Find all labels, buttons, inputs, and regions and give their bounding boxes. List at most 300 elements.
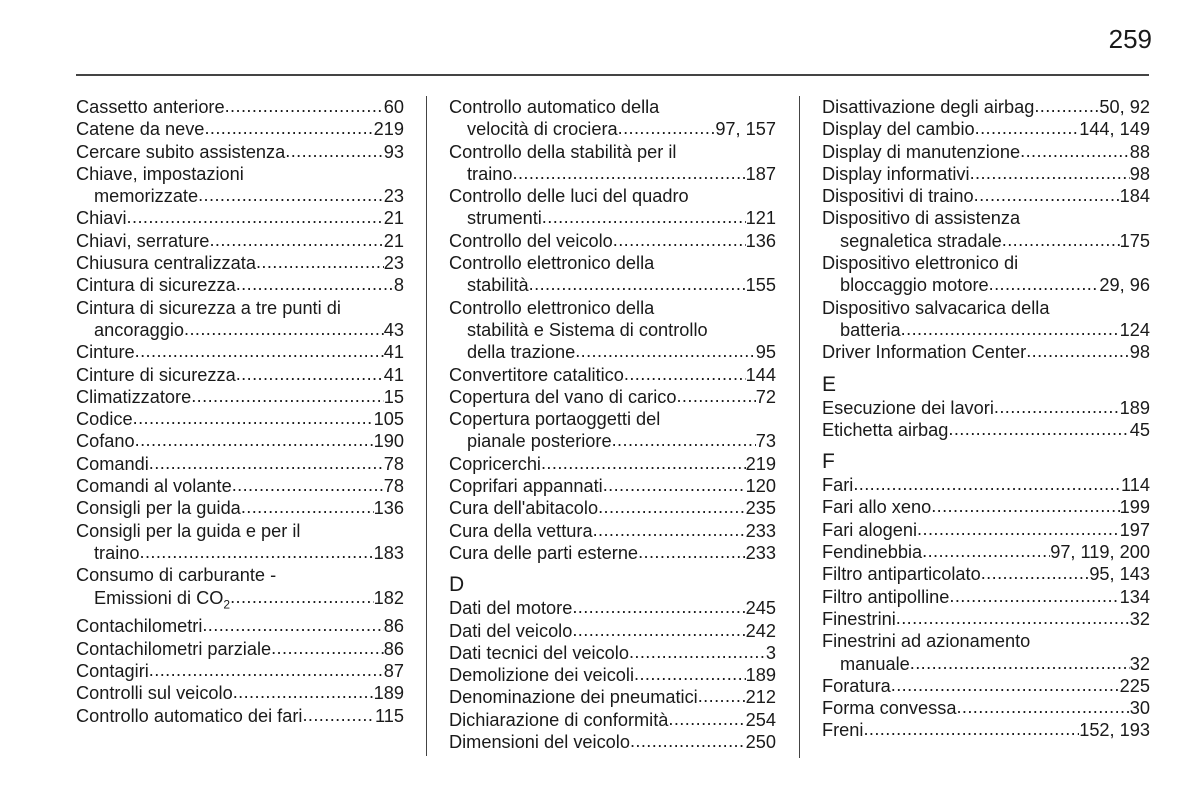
dot-leader — [241, 496, 374, 518]
entry-page-ref: 30 — [1129, 698, 1150, 719]
index-entry — [449, 386, 776, 408]
index-entry — [76, 682, 404, 704]
index-entry — [449, 118, 776, 140]
dot-leader — [529, 273, 746, 295]
dot-leader — [970, 162, 1130, 184]
dot-leader — [256, 251, 384, 273]
index-entry — [822, 496, 1150, 518]
entry-page-ref: 98 — [1129, 163, 1150, 184]
entry-term: Climatizzatore — [76, 386, 192, 407]
index-entry — [822, 163, 1150, 185]
entry-page-ref: 32 — [1129, 608, 1150, 629]
index-entry — [76, 453, 404, 475]
entry-term: bloccaggio motore — [840, 275, 989, 296]
index-entry — [822, 541, 1150, 563]
dot-leader — [236, 273, 394, 295]
dot-leader — [541, 452, 746, 474]
entry-term: Cercare subito assistenza — [76, 141, 286, 162]
index-entry — [449, 297, 776, 319]
entry-page-ref: 219 — [373, 119, 404, 140]
dot-leader — [901, 318, 1120, 340]
entry-term: Controllo automatico della — [449, 97, 660, 117]
index-entry — [449, 453, 776, 475]
index-entry — [822, 141, 1150, 163]
entry-page-ref: 120 — [745, 476, 776, 497]
dot-leader — [230, 586, 374, 608]
entry-term: Driver Information Center — [822, 342, 1027, 363]
dot-leader — [975, 117, 1080, 139]
entry-page-ref: 73 — [755, 431, 776, 452]
dot-leader — [271, 637, 384, 659]
entry-page-ref: 187 — [745, 163, 776, 184]
entry-page-ref: 45 — [1129, 419, 1150, 440]
dot-leader — [598, 496, 746, 518]
index-entry — [449, 686, 776, 708]
dot-leader — [1026, 340, 1130, 362]
dot-leader — [668, 708, 745, 730]
dot-leader — [956, 696, 1129, 718]
entry-page-ref: 88 — [1129, 141, 1150, 162]
dot-leader — [949, 585, 1119, 607]
entry-term: Cura delle parti esterne — [449, 542, 639, 563]
dot-leader — [198, 184, 384, 206]
entry-term: Contachilometri parziale — [76, 638, 272, 659]
entry-page-ref: 124 — [1119, 319, 1150, 340]
dot-leader — [127, 206, 384, 228]
index-entry — [449, 141, 776, 163]
entry-term: Cintura di sicurezza a tre punti di — [76, 297, 341, 318]
index-entry — [449, 364, 776, 386]
entry-term: Finestrini — [822, 608, 896, 629]
index-entry — [76, 185, 404, 207]
dot-leader — [974, 184, 1120, 206]
entry-page-ref: 175 — [1119, 230, 1150, 251]
entry-page-ref: 8 — [393, 275, 404, 296]
entry-term: pianale posteriore — [467, 431, 612, 452]
entry-term: Etichetta airbag — [822, 419, 949, 440]
entry-term: Display di manutenzione — [822, 141, 1021, 162]
entry-term: Cintura di sicurezza — [76, 275, 236, 296]
entry-page-ref: 242 — [745, 620, 776, 641]
entry-page-ref: 41 — [383, 342, 404, 363]
index-entry — [449, 252, 776, 274]
entry-page-ref: 254 — [745, 709, 776, 730]
entry-page-ref: 233 — [745, 542, 776, 563]
index-entry — [76, 705, 404, 727]
index-entry — [822, 563, 1150, 585]
entry-page-ref: 245 — [745, 598, 776, 619]
index-entry — [76, 230, 404, 252]
index-entry — [76, 118, 404, 140]
dot-leader — [140, 541, 374, 563]
entry-term: Controllo elettronico della — [449, 253, 655, 274]
entry-term: Fari allo xeno — [822, 497, 932, 518]
index-column-1 — [76, 96, 404, 727]
entry-term: Consumo di carburante - — [76, 565, 277, 586]
index-entry — [76, 660, 404, 682]
dot-leader — [149, 452, 384, 474]
entry-page-ref: 225 — [1119, 675, 1150, 696]
index-entry — [76, 542, 404, 564]
entry-term: Filtro antipolline — [822, 586, 950, 607]
entry-page-ref: 183 — [373, 542, 404, 563]
index-entry — [449, 185, 776, 207]
entry-term: della trazione — [467, 342, 576, 363]
entry-page-ref: 189 — [745, 665, 776, 686]
entry-term: Dati tecnici del veicolo — [449, 642, 629, 663]
index-entry — [449, 642, 776, 664]
entry-term: Denominazione dei pneumatici — [449, 687, 698, 708]
entry-page-ref: 182 — [373, 587, 404, 608]
entry-term: Chiave, impostazioni — [76, 163, 244, 184]
entry-page-ref: 23 — [383, 186, 404, 207]
entry-term: Dichiarazione di conformità — [449, 709, 669, 730]
dot-leader — [135, 340, 384, 362]
dot-leader — [191, 385, 384, 407]
entry-term: Dispositivo salvacarica della — [822, 297, 1050, 318]
entry-term: manuale — [840, 653, 910, 674]
index-entry — [822, 397, 1150, 419]
dot-leader — [896, 607, 1130, 629]
index-entry — [449, 207, 776, 229]
entry-term: Display informativi — [822, 163, 970, 184]
index-entry — [822, 419, 1150, 441]
index-entry — [76, 587, 404, 616]
entry-term: Copricerchi — [449, 453, 541, 474]
entry-term: traino — [467, 163, 513, 184]
index-entry — [449, 274, 776, 296]
dot-leader — [634, 663, 746, 685]
entry-subscript: 2 — [223, 597, 231, 612]
index-entry — [449, 731, 776, 753]
entry-term: Dati del motore — [449, 598, 573, 619]
entry-term: Dispositivo di assistenza — [822, 208, 1021, 229]
entry-page-ref: 43 — [383, 319, 404, 340]
index-entry — [822, 118, 1150, 140]
index-entry — [822, 230, 1150, 252]
entry-page-ref: 199 — [1119, 497, 1150, 518]
index-entry — [76, 274, 404, 296]
index-entry — [449, 163, 776, 185]
entry-page-ref: 97, 157 — [715, 119, 776, 140]
entry-page-ref: 3 — [765, 642, 776, 663]
section-letter: F — [822, 450, 835, 474]
entry-term: Fari alogeni — [822, 519, 918, 540]
index-entry — [449, 430, 776, 452]
entry-page-ref: 23 — [383, 253, 404, 274]
index-entry — [822, 630, 1150, 652]
entry-page-ref: 219 — [745, 453, 776, 474]
entry-term: Controllo delle luci del quadro — [449, 186, 689, 207]
entry-page-ref: 184 — [1119, 186, 1150, 207]
entry-term: Contagiri — [76, 661, 149, 682]
entry-term: Copertura del vano di carico — [449, 386, 677, 407]
index-entry — [822, 697, 1150, 719]
dot-leader — [513, 162, 746, 184]
index-entry — [76, 341, 404, 363]
entry-term: Consigli per la guida — [76, 498, 241, 519]
entry-term: Foratura — [822, 675, 891, 696]
index-entry — [822, 608, 1150, 630]
index-entry — [76, 497, 404, 519]
entry-term: Display del cambio — [822, 119, 975, 140]
entry-page-ref: 197 — [1119, 519, 1150, 540]
index-entry — [76, 141, 404, 163]
entry-term: Esecuzione dei lavori — [822, 397, 994, 418]
entry-term: Controlli sul veicolo — [76, 683, 233, 704]
entry-page-ref: 212 — [745, 687, 776, 708]
entry-page-ref: 136 — [745, 230, 776, 251]
column-divider — [426, 96, 427, 756]
index-column-3 — [822, 96, 1150, 742]
dot-leader — [931, 495, 1119, 517]
index-entry — [76, 297, 404, 319]
dot-leader — [542, 206, 746, 228]
index-entry — [449, 319, 776, 341]
index-entry — [449, 408, 776, 430]
dot-leader — [989, 273, 1100, 295]
index-entry — [449, 709, 776, 731]
entry-page-ref: 93 — [383, 141, 404, 162]
index-entry — [449, 497, 776, 519]
entry-page-ref: 189 — [1119, 397, 1150, 418]
entry-term: Fari — [822, 475, 854, 496]
dot-leader — [572, 596, 745, 618]
entry-term: Chiavi — [76, 208, 127, 229]
entry-term: Catene da neve — [76, 119, 205, 140]
index-entry — [449, 664, 776, 686]
index-entry — [449, 597, 776, 619]
dot-leader — [149, 659, 384, 681]
entry-page-ref: 15 — [383, 386, 404, 407]
entry-page-ref: 189 — [373, 683, 404, 704]
dot-leader — [612, 429, 756, 451]
header-rule — [76, 74, 1149, 76]
entry-term: velocità di crociera — [467, 119, 618, 140]
entry-page-ref: 155 — [745, 275, 776, 296]
entry-page-ref: 121 — [745, 208, 776, 229]
entry-term: stabilità e Sistema di controllo — [467, 319, 708, 340]
entry-page-ref: 98 — [1129, 342, 1150, 363]
dot-leader — [948, 418, 1129, 440]
entry-term: Chiusura centralizzata — [76, 253, 256, 274]
index-entry — [822, 297, 1150, 319]
index-entry — [449, 475, 776, 497]
entry-term: batteria — [840, 319, 901, 340]
entry-page-ref: 21 — [383, 230, 404, 251]
index-entry — [76, 564, 404, 586]
index-entry — [449, 230, 776, 252]
entry-term: Dati del veicolo — [449, 620, 573, 641]
entry-term: Cofano — [76, 431, 135, 452]
index-entry — [822, 96, 1150, 118]
dot-leader — [853, 473, 1121, 495]
entry-term: Chiavi, serrature — [76, 230, 210, 251]
index-entry — [76, 615, 404, 637]
entry-page-ref: 105 — [373, 409, 404, 430]
dot-leader — [302, 704, 375, 726]
entry-term: Filtro antiparticolato — [822, 564, 981, 585]
entry-term: stabilità — [467, 275, 529, 296]
dot-leader — [891, 674, 1120, 696]
entry-term: Contachilometri — [76, 616, 203, 637]
dot-leader — [209, 229, 383, 251]
entry-page-ref: 32 — [1129, 653, 1150, 674]
dot-leader — [1002, 229, 1120, 251]
section-letter: E — [822, 372, 837, 396]
entry-page-ref: 233 — [745, 520, 776, 541]
entry-page-ref: 86 — [383, 616, 404, 637]
index-entry — [822, 719, 1150, 741]
entry-page-ref: 250 — [745, 732, 776, 753]
index-entry — [76, 252, 404, 274]
index-entry — [76, 319, 404, 341]
dot-leader — [603, 474, 746, 496]
index-entry — [449, 520, 776, 542]
entry-term: Controllo della stabilità per il — [449, 141, 677, 162]
dot-leader — [922, 540, 1050, 562]
entry-term: Fendinebbia — [822, 542, 923, 563]
entry-term: Coprifari appannati — [449, 476, 603, 497]
index-entry — [449, 96, 776, 118]
entry-page-ref: 50, 92 — [1099, 97, 1150, 117]
entry-page-ref: 114 — [1121, 475, 1150, 496]
dot-leader — [863, 718, 1079, 740]
column-divider — [799, 96, 800, 758]
entry-term: Controllo automatico dei fari — [76, 705, 303, 726]
dot-leader — [572, 619, 745, 641]
entry-page-ref: 144 — [745, 364, 776, 385]
dot-leader — [917, 518, 1120, 540]
entry-page-ref: 86 — [383, 638, 404, 659]
entry-term: Consigli per la guida e per il — [76, 520, 301, 541]
entry-term: Convertitore catalitico — [449, 364, 624, 385]
index-entry — [449, 341, 776, 363]
entry-page-ref: 60 — [383, 97, 404, 117]
entry-term: Cinture di sicurezza — [76, 364, 236, 385]
entry-term: Cinture — [76, 342, 135, 363]
dot-leader — [133, 407, 374, 429]
index-entry — [822, 586, 1150, 608]
entry-page-ref: 235 — [745, 498, 776, 519]
entry-term: Comandi — [76, 453, 149, 474]
dot-leader — [994, 396, 1120, 418]
dot-leader — [202, 614, 383, 636]
index-entry — [449, 542, 776, 564]
entry-term: Forma convessa — [822, 698, 957, 719]
entry-term: Copertura portaoggetti del — [449, 409, 661, 430]
index-entry — [822, 675, 1150, 697]
index-entry — [822, 653, 1150, 675]
entry-page-ref: 95 — [755, 342, 776, 363]
entry-page-ref: 144, 149 — [1079, 119, 1150, 140]
index-entry — [76, 520, 404, 542]
entry-term: Freni — [822, 720, 864, 741]
dot-leader — [204, 117, 373, 139]
dot-leader — [624, 363, 746, 385]
entry-term: ancoraggio — [94, 319, 184, 340]
dot-leader — [236, 363, 384, 385]
entry-term: Dimensioni del veicolo — [449, 732, 630, 753]
index-entry — [76, 163, 404, 185]
index-entry — [76, 207, 404, 229]
entry-term: Cura dell'abitacolo — [449, 498, 599, 519]
dot-leader — [981, 562, 1090, 584]
index-entry — [76, 364, 404, 386]
entry-term: traino — [94, 542, 140, 563]
dot-leader — [135, 429, 374, 451]
dot-leader — [575, 340, 756, 362]
dot-leader — [285, 140, 384, 162]
entry-term: Cura della vettura — [449, 520, 593, 541]
dot-leader — [232, 474, 384, 496]
entry-term: Controllo elettronico della — [449, 297, 655, 318]
dot-leader — [676, 385, 755, 407]
entry-page-ref: 190 — [373, 431, 404, 452]
index-entry — [76, 430, 404, 452]
entry-page-ref: 29, 96 — [1099, 275, 1150, 296]
entry-page-ref: 72 — [755, 386, 776, 407]
dot-leader — [233, 681, 374, 703]
dot-leader — [630, 730, 746, 752]
entry-page-ref: 97, 119, 200 — [1050, 542, 1150, 563]
entry-term: Emissioni di $CO_2$ — [94, 587, 231, 612]
dot-leader — [629, 641, 766, 663]
entry-page-ref: 134 — [1119, 586, 1150, 607]
entry-term: Demolizione dei veicoli — [449, 665, 634, 686]
index-entry — [76, 386, 404, 408]
entry-term: Dispositivi di traino — [822, 186, 974, 207]
entry-page-ref: 152, 193 — [1079, 720, 1150, 741]
index-entry — [822, 319, 1150, 341]
entry-term: Cassetto anteriore — [76, 97, 225, 117]
entry-page-ref: 41 — [383, 364, 404, 385]
section-letter: D — [449, 573, 465, 597]
index-entry — [822, 274, 1150, 296]
index-entry — [822, 474, 1150, 496]
index-entry — [76, 96, 404, 118]
dot-leader — [225, 95, 384, 117]
index-entry — [76, 638, 404, 660]
index-entry — [822, 252, 1150, 274]
dot-leader — [1020, 140, 1130, 162]
index-entry — [822, 207, 1150, 229]
entry-term: Codice — [76, 409, 133, 430]
entry-term: Disattivazione degli airbag — [822, 97, 1035, 117]
entry-term: strumenti — [467, 208, 542, 229]
index-entry — [76, 475, 404, 497]
index-entry — [76, 408, 404, 430]
dot-leader — [638, 541, 746, 563]
entry-page-ref: 136 — [373, 498, 404, 519]
entry-page-ref: 78 — [383, 476, 404, 497]
dot-leader — [618, 117, 716, 139]
entry-term: Controllo del veicolo — [449, 230, 613, 251]
dot-leader — [184, 318, 384, 340]
dot-leader — [593, 519, 746, 541]
entry-term: memorizzate — [94, 186, 199, 207]
dot-leader — [698, 685, 746, 707]
page-number: 259 — [1108, 24, 1152, 54]
entry-term: Dispositivo elettronico di — [822, 253, 1019, 274]
index-entry — [822, 519, 1150, 541]
dot-leader — [1034, 95, 1099, 117]
index-entry — [822, 185, 1150, 207]
entry-page-ref: 115 — [375, 705, 404, 726]
dot-leader — [910, 652, 1130, 674]
entry-page-ref: 78 — [383, 453, 404, 474]
index-entry — [822, 341, 1150, 363]
